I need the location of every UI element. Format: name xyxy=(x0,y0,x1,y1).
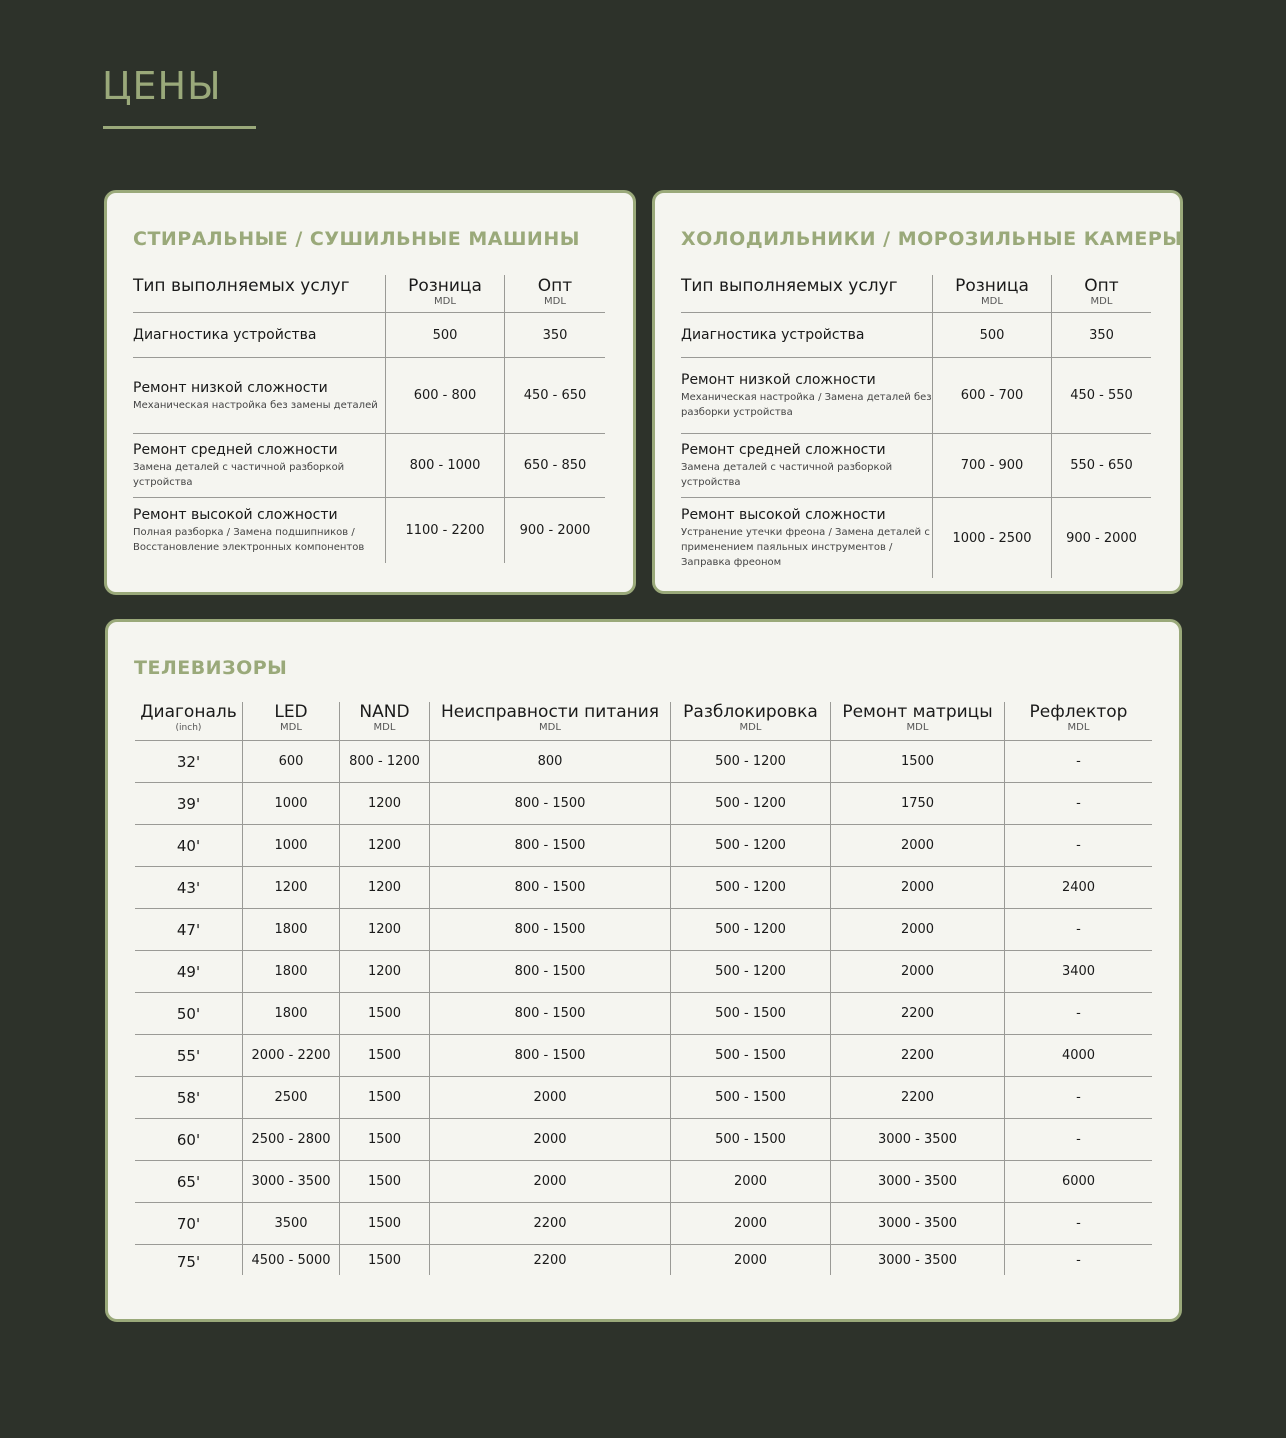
tv-price: 2200 xyxy=(429,1245,670,1275)
tv-diagonal: 40' xyxy=(176,836,201,855)
tv-price: 1500 xyxy=(339,993,429,1034)
service-description: Механическая настройка без замены деталей xyxy=(133,399,378,411)
tv-price: 500 - 1500 xyxy=(670,1077,830,1118)
tv-price: 2200 xyxy=(830,993,1004,1034)
tv-price: 500 - 1200 xyxy=(670,783,830,824)
header-wholesale xyxy=(504,275,605,312)
tv-title: ТЕЛЕВИЗОРЫ xyxy=(134,657,288,679)
service-name: Ремонт средней сложности xyxy=(133,442,338,458)
tv-header-label: NAND xyxy=(359,702,410,722)
tv-diagonal: 47' xyxy=(176,920,201,939)
tv-price: 3000 - 3500 xyxy=(830,1161,1004,1202)
header-unit: MDL xyxy=(544,296,566,307)
tv-table-row xyxy=(135,1077,1152,1119)
tv-price: 2400 xyxy=(1004,867,1152,908)
tv-price: 500 - 1200 xyxy=(670,909,830,950)
tv-table-row xyxy=(135,909,1152,951)
tv-table-header xyxy=(135,702,1152,741)
wholesale-price: 900 - 2000 xyxy=(1051,498,1151,578)
tv-price: 800 xyxy=(429,741,670,782)
tv-price: 600 xyxy=(242,741,339,782)
tv-table-row xyxy=(135,1119,1152,1161)
tv-price: 2000 xyxy=(830,909,1004,950)
tv-price: 3000 - 3500 xyxy=(242,1161,339,1202)
tv-price: 800 - 1500 xyxy=(429,993,670,1034)
tv-price: 2500 - 2800 xyxy=(242,1119,339,1160)
wholesale-price: 350 xyxy=(504,313,605,357)
tv-diagonal: 32' xyxy=(176,752,201,771)
service-cell xyxy=(133,498,385,563)
tv-price: 1500 xyxy=(339,1077,429,1118)
tv-diagonal: 50' xyxy=(176,1004,201,1023)
tv-header-cell xyxy=(670,702,830,740)
tv-price: 1200 xyxy=(339,783,429,824)
tv-price: 1200 xyxy=(339,825,429,866)
tv-header-label: Рефлектор xyxy=(1029,702,1128,722)
service-cell xyxy=(133,313,385,357)
wholesale-price: 350 xyxy=(1051,313,1151,357)
tv-table-row xyxy=(135,867,1152,909)
tv-diagonal: 49' xyxy=(176,962,201,981)
table-header xyxy=(681,275,1151,313)
tv-price: 3000 - 3500 xyxy=(830,1245,1004,1275)
header-service xyxy=(681,275,932,312)
tv-table-row xyxy=(135,1035,1152,1077)
retail-price: 500 xyxy=(932,313,1051,357)
tv-price: 800 - 1500 xyxy=(429,783,670,824)
retail-price: 1000 - 2500 xyxy=(932,498,1051,578)
retail-price: 600 - 800 xyxy=(385,358,504,433)
table-row xyxy=(133,313,605,358)
tv-header-label: Неисправности питания xyxy=(440,702,660,722)
tv-price: 2000 xyxy=(830,825,1004,866)
tv-price: 3000 - 3500 xyxy=(830,1203,1004,1244)
service-name: Диагностика устройства xyxy=(681,327,865,343)
tv-price: - xyxy=(1004,993,1152,1034)
tv-header-cell xyxy=(830,702,1004,740)
tv-price: 800 - 1500 xyxy=(429,1035,670,1076)
tv-price: - xyxy=(1004,1245,1152,1275)
wholesale-price: 450 - 550 xyxy=(1051,358,1151,433)
fridges-title: ХОЛОДИЛЬНИКИ / МОРОЗИЛЬНЫЕ КАМЕРЫ xyxy=(681,228,1183,250)
tv-header-unit: MDL xyxy=(539,722,561,733)
tv-header-unit: MDL xyxy=(906,722,929,733)
tv-card xyxy=(105,619,1182,1322)
tv-table-row xyxy=(135,1245,1152,1275)
tv-table-row xyxy=(135,783,1152,825)
tv-price: 800 - 1500 xyxy=(429,825,670,866)
tv-price: 500 - 1500 xyxy=(670,993,830,1034)
tv-header-label: Диагональ xyxy=(140,702,237,722)
tv-diagonal: 75' xyxy=(176,1253,201,1271)
service-name: Ремонт низкой сложности xyxy=(133,379,328,396)
tv-price: 500 - 1500 xyxy=(670,1035,830,1076)
service-name: Ремонт средней сложности xyxy=(681,442,886,458)
tv-price: 2000 xyxy=(670,1245,830,1275)
tv-price: 2000 xyxy=(429,1119,670,1160)
fridges-card xyxy=(652,190,1183,594)
tv-price: 3000 - 3500 xyxy=(830,1119,1004,1160)
header-service-label: Тип выполняемых услуг xyxy=(681,276,898,296)
table-row xyxy=(133,358,605,434)
tv-price: - xyxy=(1004,783,1152,824)
tv-price: - xyxy=(1004,1077,1152,1118)
tv-price: 3400 xyxy=(1004,951,1152,992)
header-wholesale xyxy=(1051,275,1151,312)
service-cell xyxy=(681,498,932,578)
service-cell xyxy=(681,358,932,433)
table-row xyxy=(681,434,1151,498)
tv-price: 2200 xyxy=(830,1035,1004,1076)
tv-price: 1200 xyxy=(339,951,429,992)
wholesale-price: 900 - 2000 xyxy=(504,498,605,563)
table-row xyxy=(133,498,605,563)
header-retail-label: Розница xyxy=(955,276,1029,296)
tv-price: 1500 xyxy=(339,1203,429,1244)
washers-card xyxy=(104,190,636,595)
title-underline xyxy=(103,126,256,129)
service-cell xyxy=(681,434,932,497)
tv-header-label: Разблокировка xyxy=(683,702,818,722)
tv-price: 2000 xyxy=(670,1161,830,1202)
tv-price: 1800 xyxy=(242,909,339,950)
tv-price: 500 - 1200 xyxy=(670,741,830,782)
service-description: Устранение утечки фреона / Замена деталей с применением паяльных инструментов / Заправка фреоном xyxy=(681,527,930,568)
tv-price: 1200 xyxy=(242,867,339,908)
service-cell xyxy=(133,434,385,497)
header-retail xyxy=(385,275,504,312)
tv-table-row xyxy=(135,1203,1152,1245)
tv-header-unit: MDL xyxy=(280,722,302,733)
header-wholesale-label: Опт xyxy=(1084,276,1119,296)
table-row xyxy=(681,498,1151,578)
tv-header-cell xyxy=(135,702,242,740)
tv-price: 1200 xyxy=(339,867,429,908)
washers-title: СТИРАЛЬНЫЕ / СУШИЛЬНЫЕ МАШИНЫ xyxy=(133,228,580,250)
header-unit: MDL xyxy=(981,296,1003,307)
tv-price: 1000 xyxy=(242,825,339,866)
table-header xyxy=(133,275,605,313)
header-service-label: Тип выполняемых услуг xyxy=(133,276,350,296)
service-name: Ремонт низкой сложности xyxy=(681,372,876,388)
service-description: Механическая настройка / Замена деталей без разборки устройства xyxy=(681,392,932,418)
tv-price: - xyxy=(1004,1203,1152,1244)
tv-header-label: Ремонт матрицы xyxy=(842,702,993,722)
tv-table-row xyxy=(135,993,1152,1035)
tv-price: 1500 xyxy=(830,741,1004,782)
tv-price: 2000 xyxy=(830,951,1004,992)
header-unit: MDL xyxy=(1090,296,1113,307)
tv-diagonal: 43' xyxy=(176,878,201,897)
tv-header-label: LED xyxy=(274,702,308,722)
tv-price: 2200 xyxy=(429,1203,670,1244)
tv-price: - xyxy=(1004,741,1152,782)
tv-diagonal: 39' xyxy=(176,794,201,813)
service-description: Замена деталей с частичной разборкой устройства xyxy=(133,462,345,488)
tv-header-unit: (inch) xyxy=(175,723,202,733)
tv-price: 2200 xyxy=(830,1077,1004,1118)
tv-price: 800 - 1500 xyxy=(429,951,670,992)
retail-price: 800 - 1000 xyxy=(385,434,504,497)
service-description: Полная разборка / Замена подшипников / Восстановление электронных компонентов xyxy=(133,527,365,553)
tv-price: 2000 xyxy=(670,1203,830,1244)
tv-header-unit: MDL xyxy=(373,722,396,733)
tv-price: 4500 - 5000 xyxy=(242,1245,339,1275)
fridges-table xyxy=(681,275,1151,578)
service-cell xyxy=(133,358,385,433)
header-retail xyxy=(932,275,1051,312)
tv-table-row xyxy=(135,1161,1152,1203)
tv-price: 1800 xyxy=(242,993,339,1034)
table-row xyxy=(133,434,605,498)
tv-header-cell xyxy=(339,702,429,740)
tv-table-row xyxy=(135,825,1152,867)
tv-header-unit: MDL xyxy=(1067,722,1090,733)
retail-price: 600 - 700 xyxy=(932,358,1051,433)
retail-price: 700 - 900 xyxy=(932,434,1051,497)
tv-price: 800 - 1200 xyxy=(339,741,429,782)
tv-header-unit: MDL xyxy=(739,722,762,733)
tv-diagonal: 55' xyxy=(176,1046,201,1065)
tv-header-cell xyxy=(242,702,339,740)
tv-price: 1000 xyxy=(242,783,339,824)
header-unit: MDL xyxy=(434,296,456,307)
tv-price: 4000 xyxy=(1004,1035,1152,1076)
tv-price: 1500 xyxy=(339,1245,429,1275)
retail-price: 500 xyxy=(385,313,504,357)
service-cell xyxy=(681,313,932,357)
retail-price: 1100 - 2200 xyxy=(385,498,504,563)
tv-table xyxy=(135,702,1152,1275)
tv-price: 500 - 1200 xyxy=(670,825,830,866)
tv-price: 500 - 1200 xyxy=(670,951,830,992)
table-row xyxy=(681,358,1151,434)
tv-price: 2000 xyxy=(830,867,1004,908)
tv-table-row xyxy=(135,951,1152,993)
tv-diagonal: 65' xyxy=(176,1172,201,1191)
tv-table-row xyxy=(135,741,1152,783)
service-description: Замена деталей с частичной разборкой устройства xyxy=(681,462,893,488)
tv-price: - xyxy=(1004,1119,1152,1160)
header-service xyxy=(133,275,385,312)
tv-price: 1500 xyxy=(339,1035,429,1076)
header-retail-label: Розница xyxy=(408,276,482,296)
tv-header-cell xyxy=(429,702,670,740)
tv-price: 2000 xyxy=(429,1161,670,1202)
tv-price: 1500 xyxy=(339,1119,429,1160)
tv-price: 2000 - 2200 xyxy=(242,1035,339,1076)
service-name: Диагностика устройства xyxy=(133,327,317,343)
tv-price: 2500 xyxy=(242,1077,339,1118)
tv-diagonal: 58' xyxy=(176,1088,201,1107)
tv-price: 3500 xyxy=(242,1203,339,1244)
tv-price: 1750 xyxy=(830,783,1004,824)
service-name: Ремонт высокой сложности xyxy=(681,507,886,523)
tv-header-cell xyxy=(1004,702,1152,740)
tv-price: 500 - 1200 xyxy=(670,867,830,908)
wholesale-price: 550 - 650 xyxy=(1051,434,1151,497)
tv-price: 2000 xyxy=(429,1077,670,1118)
page-title: ЦЕНЫ xyxy=(102,64,222,108)
tv-price: 1800 xyxy=(242,951,339,992)
tv-price: - xyxy=(1004,825,1152,866)
tv-price: 6000 xyxy=(1004,1161,1152,1202)
washers-table xyxy=(133,275,605,563)
tv-price: 800 - 1500 xyxy=(429,909,670,950)
tv-price: 800 - 1500 xyxy=(429,867,670,908)
tv-diagonal: 70' xyxy=(176,1214,201,1233)
tv-diagonal: 60' xyxy=(176,1130,201,1149)
wholesale-price: 650 - 850 xyxy=(504,434,605,497)
tv-price: 500 - 1500 xyxy=(670,1119,830,1160)
table-row xyxy=(681,313,1151,358)
header-wholesale-label: Опт xyxy=(537,276,573,296)
tv-price: 1500 xyxy=(339,1161,429,1202)
tv-price: - xyxy=(1004,909,1152,950)
wholesale-price: 450 - 650 xyxy=(504,358,605,433)
service-name: Ремонт высокой сложности xyxy=(133,507,338,523)
tv-price: 1200 xyxy=(339,909,429,950)
